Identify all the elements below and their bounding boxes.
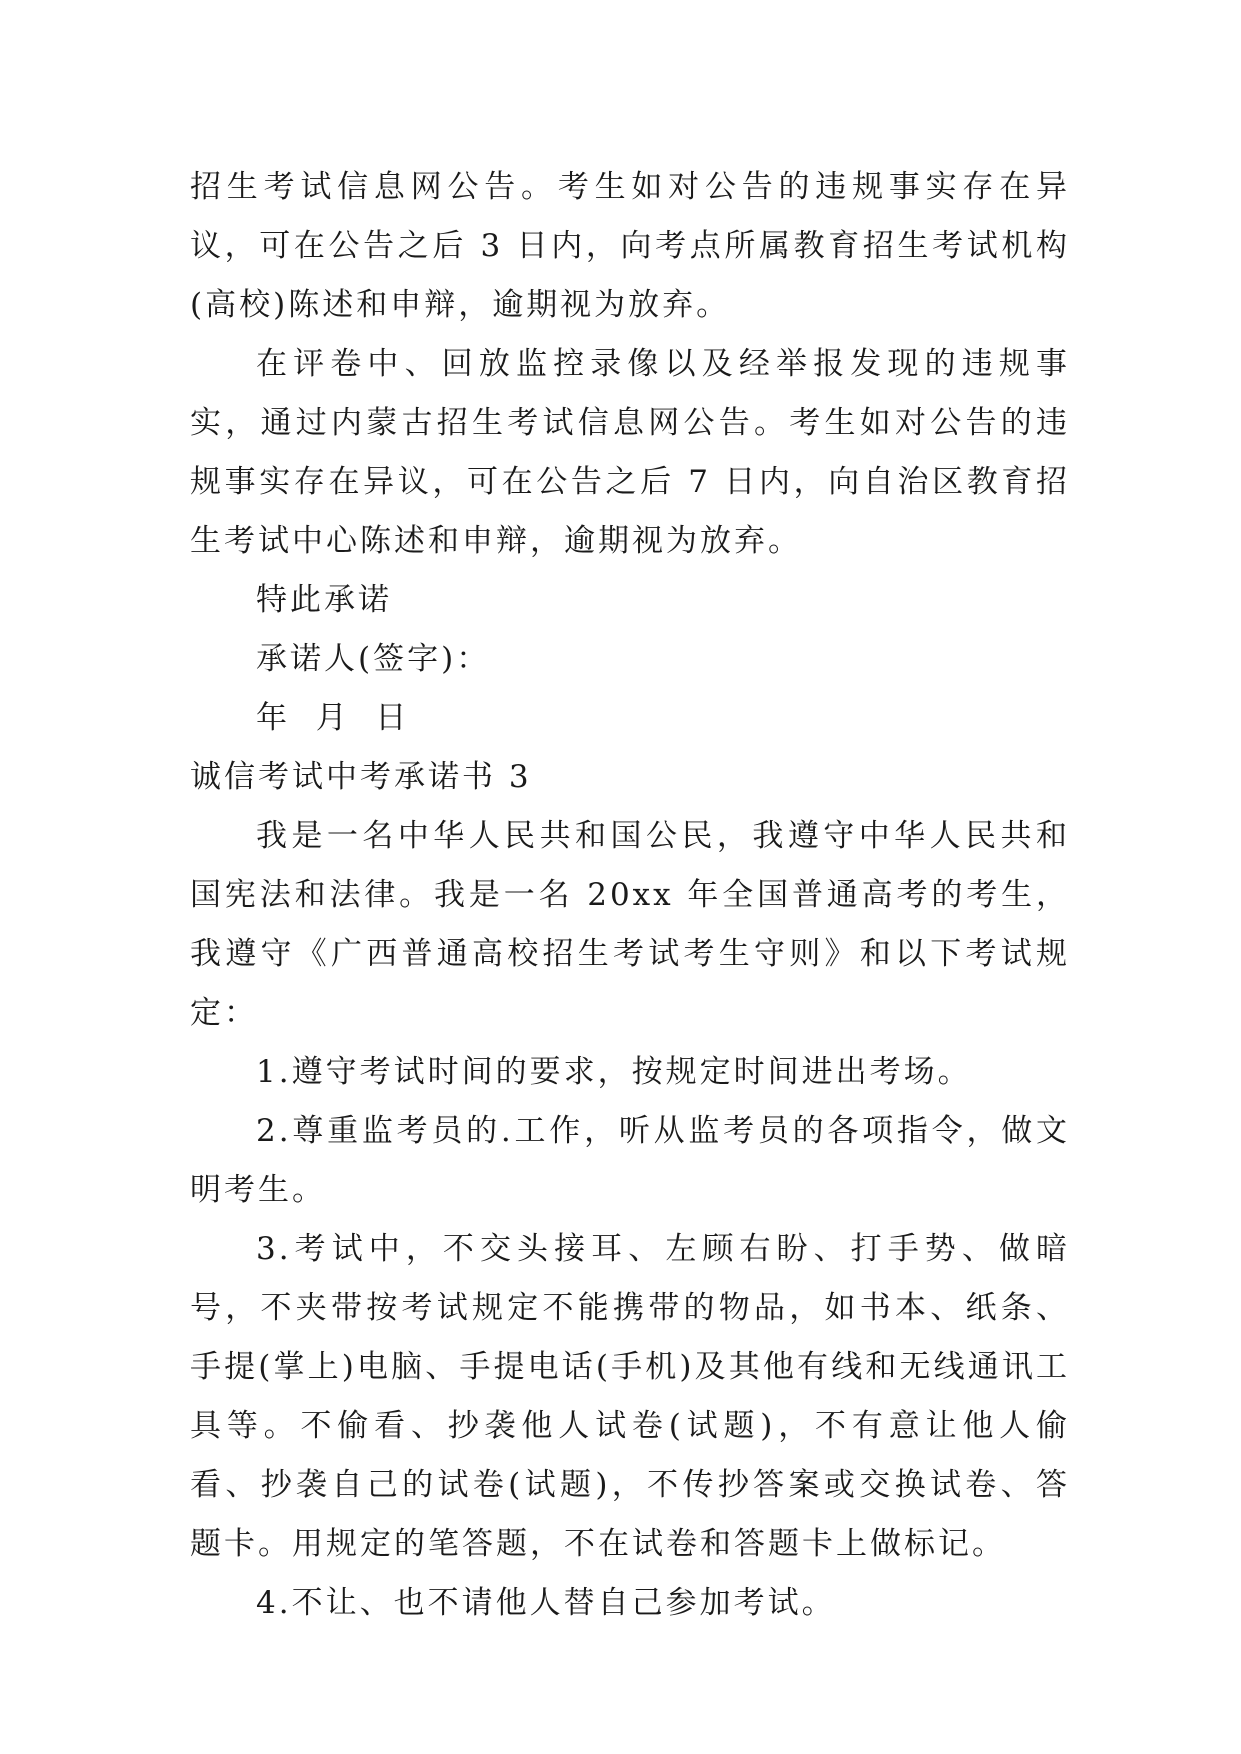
section-title: 诚信考试中考承诺书 3 (190, 759, 532, 795)
rule-item-3: 3.考试中，不交头接耳、左顾右盼、打手势、做暗号，不夹带按考试规定不能携带的物品，如书本、纸条、手提(掌上)电脑、手提电话(手机)及其他有线和无线通讯工具等。不偷看、抄袭他人试卷(试题)，不有意让他人偷看、抄袭自己的试卷(试题)，不传抄答案或交换试卷、答题卡。用规定的笔答题，不在试卷和答题卡上做标记。 (190, 1231, 1070, 1562)
rule-item-1: 1.遵守考试时间的要求，按规定时间进出考场。 (256, 1054, 972, 1090)
paragraph-citizen-statement: 我是一名中华人民共和国公民，我遵守中华人民共和国宪法和法律。我是一名 20xx 年全国普通高考的考生，我遵守《广西普通高校招生考试考生守则》和以下考试规定： (190, 818, 1070, 1031)
date-line: 年 月 日 (256, 700, 410, 736)
paragraph-announcement-appeal: 招生考试信息网公告。考生如对公告的违规事实存在异议，可在公告之后 3 日内，向考点所属教育招生考试机构(高校)陈述和申辩，逾期视为放弃。 (190, 169, 1070, 323)
paragraph-hereby-promise: 特此承诺 (256, 582, 392, 618)
document-body (190, 158, 1070, 1633)
signature-line: 承诺人(签字)： (256, 641, 491, 677)
paragraph-review-violations: 在评卷中、回放监控录像以及经举报发现的违规事实，通过内蒙古招生考试信息网公告。考生如对公告的违规事实存在异议，可在公告之后 7 日内，向自治区教育招生考试中心陈述和申辩，逾期视为放弃。 (190, 346, 1070, 559)
rule-item-2: 2.尊重监考员的.工作，听从监考员的各项指令，做文明考生。 (190, 1113, 1070, 1208)
rule-item-4: 4.不让、也不请他人替自己参加考试。 (256, 1585, 836, 1621)
